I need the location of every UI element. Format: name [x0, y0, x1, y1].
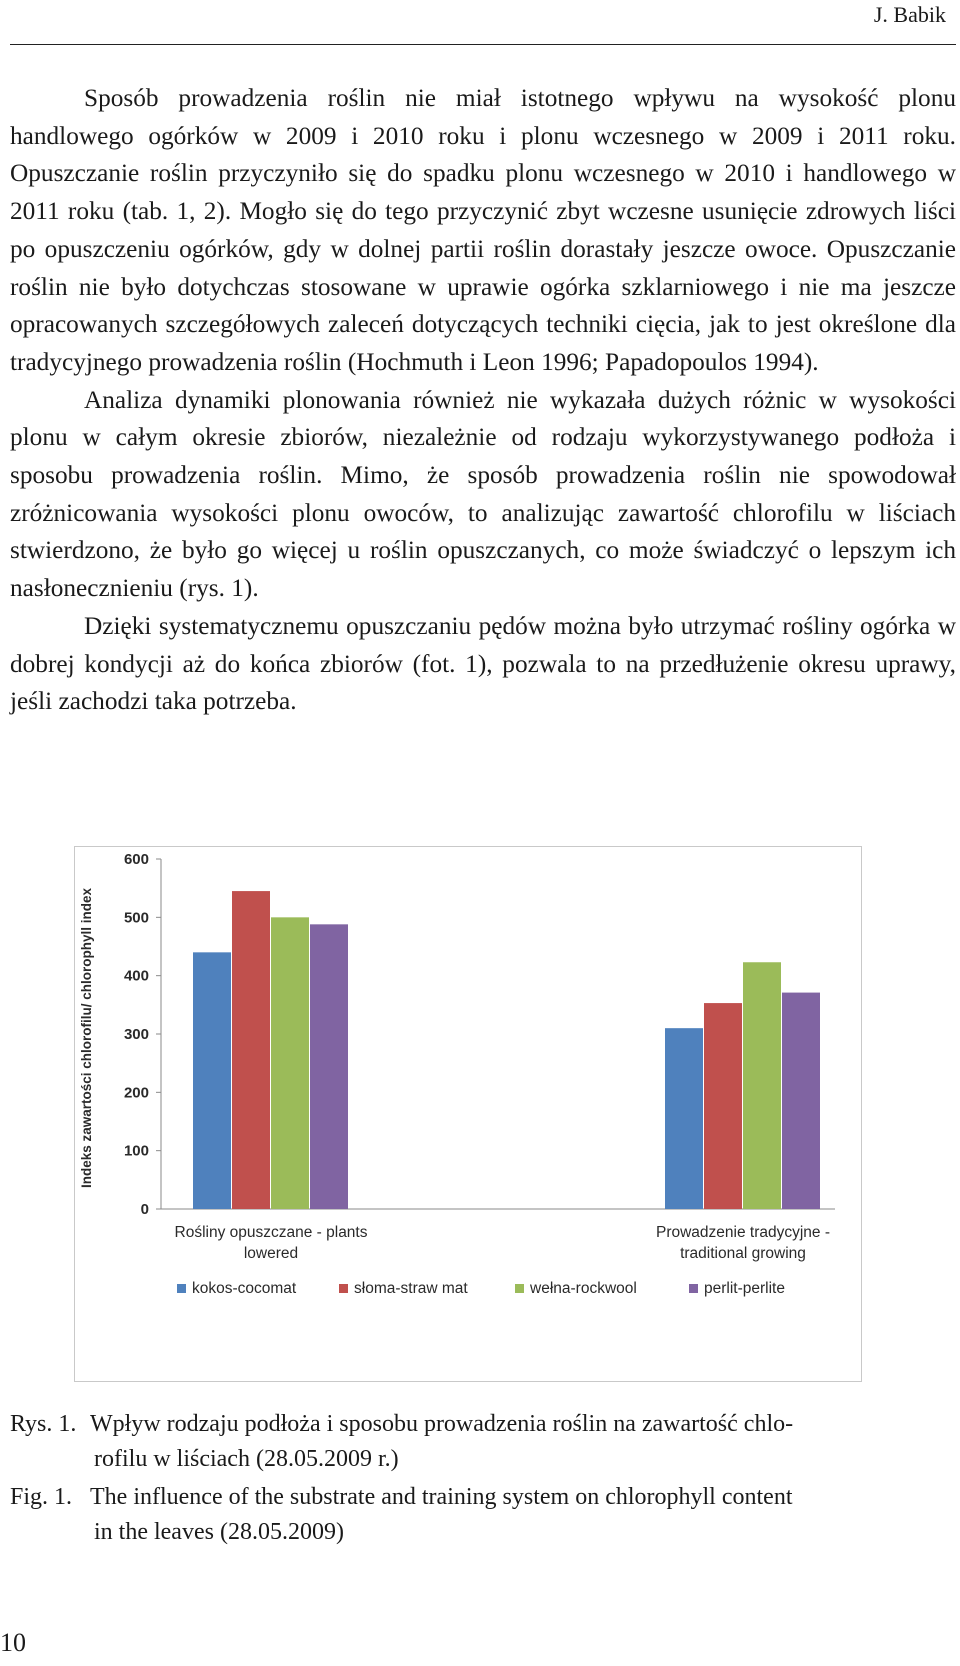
- caption-text-en-line1: The influence of the substrate and training system on chlorophyll content: [90, 1484, 793, 1510]
- y-tick-label: 600: [123, 851, 149, 868]
- bar-słoma-straw mat-0: [232, 891, 270, 1209]
- paragraph-2: Analiza dynamiki plonowania również nie wykazała dużych różnic w wysokości plonu w całym okresie zbiorów, niezależnie od rodzaju wykorzystywanego podłoża i sposobu prowadzenia roślin. Mimo, że sposób prowadzenia roślin nie spowodował zróżnicowania wysokości plonu owoców, to analizując zawartość chlorofilu w liściach stwierdzono, że było go więcej u roślin opuszczanych, co może świadczyć o lepszym ich nasłonecznieniu (rys. 1).: [10, 385, 956, 603]
- legend-label-2: wełna-rockwool: [530, 1280, 637, 1297]
- bar-wełna-rockwool-0: [271, 917, 309, 1209]
- paragraph-3: Dzięki systematycznemu opuszczaniu pędów można było utrzymać rośliny ogórka w dobrej kondycji aż do końca zbiorów (fot. 1), pozwala to na przedłużenie okresu uprawy, jeśli zachodzi taka potrzeba.: [10, 611, 956, 716]
- legend-label-0: kokos-cocomat: [192, 1280, 297, 1297]
- caption-label-en: Fig. 1.: [10, 1484, 73, 1510]
- running-header-author: J. Babik: [873, 2, 946, 27]
- legend-label-1: słoma-straw mat: [354, 1280, 468, 1297]
- bar-kokos-cocomat-1: [665, 1028, 703, 1209]
- chlorophyll-chart: [74, 846, 862, 1382]
- category-label: lowered: [243, 1245, 299, 1262]
- bar-perlit-perlite-0: [310, 924, 348, 1209]
- y-axis-title: Indeks zawartości chlorofilu/ chlorophyll index: [79, 887, 94, 1189]
- y-tick-label: 400: [123, 967, 149, 985]
- chart-svg: [75, 847, 861, 1381]
- body-text: [10, 80, 956, 721]
- paragraph-1: Sposób prowadzenia roślin nie miał istotnego wpływu na wysokość plonu handlowego ogórków w 2009 i 2010 roku i plonu wczesnego w 2009 i 2011 roku. Opuszczanie roślin przyczyniło się do spadku plonu wczesnego w 2010 i handlowego w 2011 roku (tab. 1, 2). Mogło się do tego przyczynić zbyt wczesne usunięcie zdrowych liści po opuszczeniu ogórków, gdy w dolnej partii roślin dorastały jeszcze owoce. Opuszczanie roślin nie było dotychczas stosowane w uprawie ogórka szklarniowego i nie ma jeszcze opracowanych szczegółowych zaleceń dotyczących techniki cięcia, jak to jest określone dla tradycyjnego prowadzenia roślin (Hochmuth i Leon 1996; Papadopoulos 1994).: [10, 84, 956, 376]
- y-tick-label: 100: [123, 1142, 149, 1160]
- category-label: Prowadzenie tradycyjne -: [655, 1224, 831, 1241]
- bar-wełna-rockwool-1: [743, 962, 781, 1209]
- y-tick-label: 300: [123, 1026, 149, 1043]
- legend-swatch-0: [177, 1284, 186, 1293]
- legend-label-3: perlit-perlite: [704, 1280, 785, 1297]
- category-label: Rośliny opuszczane - plants: [174, 1224, 368, 1241]
- caption-label-pl: Rys. 1.: [10, 1411, 77, 1437]
- caption-text-en-line2: in the leaves (28.05.2009): [94, 1519, 344, 1545]
- category-label: traditional growing: [680, 1245, 806, 1262]
- caption-text-pl-line1: Wpływ rodzaju podłoża i sposobu prowadzenia roślin na zawartość chlo-: [90, 1411, 794, 1437]
- legend-swatch-2: [515, 1284, 524, 1293]
- bar-perlit-perlite-1: [782, 993, 820, 1209]
- caption-text-pl-line2: rofilu w liściach (28.05.2009 r.): [94, 1446, 399, 1472]
- y-tick-label: 500: [123, 909, 149, 927]
- y-tick-label: 0: [140, 1201, 149, 1218]
- bar-kokos-cocomat-0: [193, 952, 231, 1209]
- y-tick-label: 200: [123, 1084, 149, 1102]
- page-number: 10: [0, 1628, 26, 1657]
- bar-słoma-straw mat-1: [704, 1003, 742, 1209]
- legend-swatch-3: [689, 1284, 698, 1293]
- header-rule: [10, 44, 956, 45]
- legend-swatch-1: [339, 1284, 348, 1293]
- figure-caption-english: [10, 1480, 956, 1550]
- figure-caption-polish: [10, 1407, 956, 1477]
